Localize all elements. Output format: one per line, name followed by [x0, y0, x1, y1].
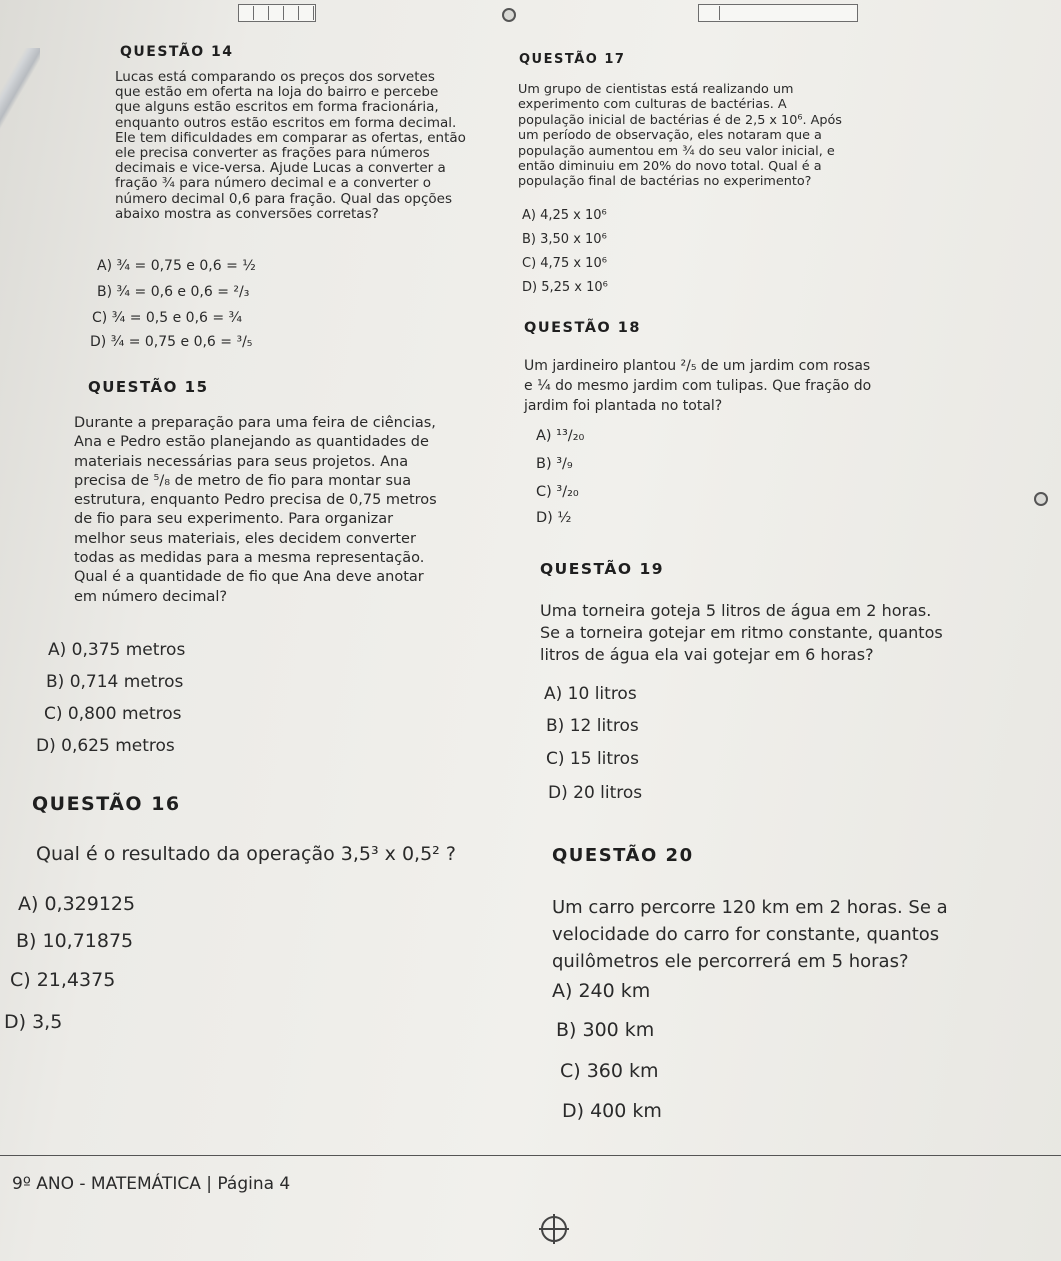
q18-line: Um jardineiro plantou ²/₅ de um jardim com rosas — [524, 358, 871, 374]
q14-line: que alguns estão escritos em forma fracionária, — [115, 99, 439, 116]
q14-option-d[interactable]: D) ¾ = 0,75 e 0,6 = ³/₅ — [90, 334, 253, 350]
q17-line: Um grupo de cientistas está realizando um — [518, 82, 794, 97]
q14-line: número decimal 0,6 para fração. Qual das opções — [115, 190, 452, 207]
q20-option-a[interactable]: A) 240 km — [552, 980, 651, 1002]
q14-line: fração ¾ para número decimal e a converter o — [115, 175, 431, 192]
q14-line: decimais e vice-versa. Ajude Lucas a converter a — [115, 160, 446, 177]
registration-marks-left — [238, 4, 316, 22]
q15-line: em número decimal? — [74, 588, 228, 605]
q19-text — [540, 600, 943, 666]
q17-line: experimento com culturas de bactérias. A — [518, 97, 787, 113]
q15-line: Durante a preparação para uma feira de ciências, — [74, 415, 436, 431]
q14-option-b[interactable]: B) ¾ = 0,6 e 0,6 = ²/₃ — [97, 284, 250, 300]
q14-line: Lucas está comparando os preços dos sorvetes — [115, 69, 435, 85]
page-footer: 9º ANO - MATEMÁTICA | Página 4 — [12, 1174, 291, 1194]
q16-option-c[interactable]: C) 21,4375 — [10, 969, 116, 991]
q18-text — [524, 356, 871, 416]
q19-option-b[interactable]: B) 12 litros — [546, 716, 639, 736]
q17-line: população aumentou em ¾ do seu valor inicial, e — [518, 143, 835, 159]
q15-line: Qual é a quantidade de fio que Ana deve anotar — [74, 569, 424, 586]
q17-option-b[interactable]: B) 3,50 x 10⁶ — [522, 232, 607, 247]
circle-mark-top — [502, 8, 516, 22]
q14-option-c[interactable]: C) ¾ = 0,5 e 0,6 = ¾ — [92, 310, 243, 326]
q14-line: abaixo mostra as conversões corretas? — [115, 205, 379, 222]
q20-option-b[interactable]: B) 300 km — [556, 1019, 655, 1041]
q20-option-d[interactable]: D) 400 km — [562, 1100, 662, 1122]
q18-option-c[interactable]: C) ³/₂₀ — [536, 484, 579, 500]
q16-option-a[interactable]: A) 0,329125 — [18, 893, 136, 915]
q17-line: população final de bactérias no experimento? — [518, 174, 812, 190]
q18-option-a[interactable]: A) ¹³/₂₀ — [536, 428, 585, 444]
q18-option-b[interactable]: B) ³/₉ — [536, 456, 573, 472]
q19-line: litros de água ela vai gotejar em 6 horas? — [540, 645, 874, 664]
q16-option-b[interactable]: B) 10,71875 — [16, 930, 134, 952]
pen-shadow — [0, 48, 40, 138]
q14-title: QUESTÃO 14 — [120, 44, 234, 60]
q14-line: enquanto outros estão escritos em forma decimal. — [115, 114, 457, 131]
q14-option-a[interactable]: A) ¾ = 0,75 e 0,6 = ½ — [97, 258, 256, 274]
q18-line: jardim foi plantada no total? — [524, 398, 723, 414]
q20-text — [552, 894, 948, 975]
q15-line: precisa de ⁵/₈ de metro de fio para montar sua — [74, 472, 412, 489]
q16-title: QUESTÃO 16 — [32, 793, 181, 815]
q20-line: Um carro percorre 120 km em 2 horas. Se a — [552, 897, 948, 918]
circle-mark-right — [1034, 492, 1048, 506]
q15-title: QUESTÃO 15 — [88, 378, 209, 396]
q17-line: população inicial de bactérias é de 2,5 x 10⁶. Após — [518, 112, 842, 128]
q17-option-c[interactable]: C) 4,75 x 10⁶ — [522, 256, 607, 271]
q20-title: QUESTÃO 20 — [552, 845, 694, 866]
q17-text — [518, 82, 842, 190]
q17-line: então diminuiu em 20% do novo total. Qual é a — [518, 159, 822, 175]
q18-title: QUESTÃO 18 — [524, 320, 641, 336]
q20-option-c[interactable]: C) 360 km — [560, 1060, 659, 1082]
q19-option-d[interactable]: D) 20 litros — [548, 783, 643, 803]
registration-marks-right — [698, 4, 858, 22]
q14-text — [115, 70, 466, 222]
q15-line: melhor seus materiais, eles decidem converter — [74, 530, 416, 547]
q15-line: todas as medidas para a mesma representação. — [74, 550, 425, 567]
q15-line: materiais necessárias para seus projetos. Ana — [74, 453, 409, 470]
crosshair-mark-icon — [541, 1216, 567, 1242]
q17-line: um período de observação, eles notaram que a — [518, 128, 822, 144]
q15-option-c[interactable]: C) 0,800 metros — [44, 704, 182, 724]
q16-question: Qual é o resultado da operação 3,5³ x 0,5² ? — [36, 843, 456, 865]
q19-option-c[interactable]: C) 15 litros — [546, 749, 639, 769]
q15-text — [74, 414, 437, 607]
q15-option-a[interactable]: A) 0,375 metros — [48, 640, 186, 660]
q20-line: velocidade do carro for constante, quantos — [552, 924, 940, 945]
q14-line: ele precisa converter as frações para números — [115, 145, 430, 162]
q15-line: de fio para seu experimento. Para organizar — [74, 511, 394, 528]
q19-title: QUESTÃO 19 — [540, 560, 665, 578]
q15-option-d[interactable]: D) 0,625 metros — [36, 736, 175, 756]
q18-line: e ¼ do mesmo jardim com tulipas. Que fração do — [524, 378, 872, 394]
q15-line: estrutura, enquanto Pedro precisa de 0,75 metros — [74, 492, 437, 509]
q19-option-a[interactable]: A) 10 litros — [544, 684, 637, 704]
footer-divider — [0, 1155, 1061, 1156]
q17-title: QUESTÃO 17 — [519, 52, 626, 67]
q19-line: Uma torneira goteja 5 litros de água em 2 horas. — [540, 601, 932, 620]
q17-option-d[interactable]: D) 5,25 x 10⁶ — [522, 280, 608, 295]
q19-line: Se a torneira gotejar em ritmo constante, quantos — [540, 623, 943, 642]
q20-line: quilômetros ele percorrerá em 5 horas? — [552, 951, 909, 972]
q16-option-d[interactable]: D) 3,5 — [4, 1011, 63, 1033]
q15-option-b[interactable]: B) 0,714 metros — [46, 672, 184, 692]
q18-option-d[interactable]: D) ½ — [536, 510, 572, 526]
q15-line: Ana e Pedro estão planejando as quantidades de — [74, 434, 429, 451]
q14-line: Ele tem dificuldades em comparar as ofertas, então — [115, 129, 466, 146]
q17-option-a[interactable]: A) 4,25 x 10⁶ — [522, 208, 607, 223]
q14-line: que estão em oferta na loja do bairro e percebe — [115, 84, 439, 101]
